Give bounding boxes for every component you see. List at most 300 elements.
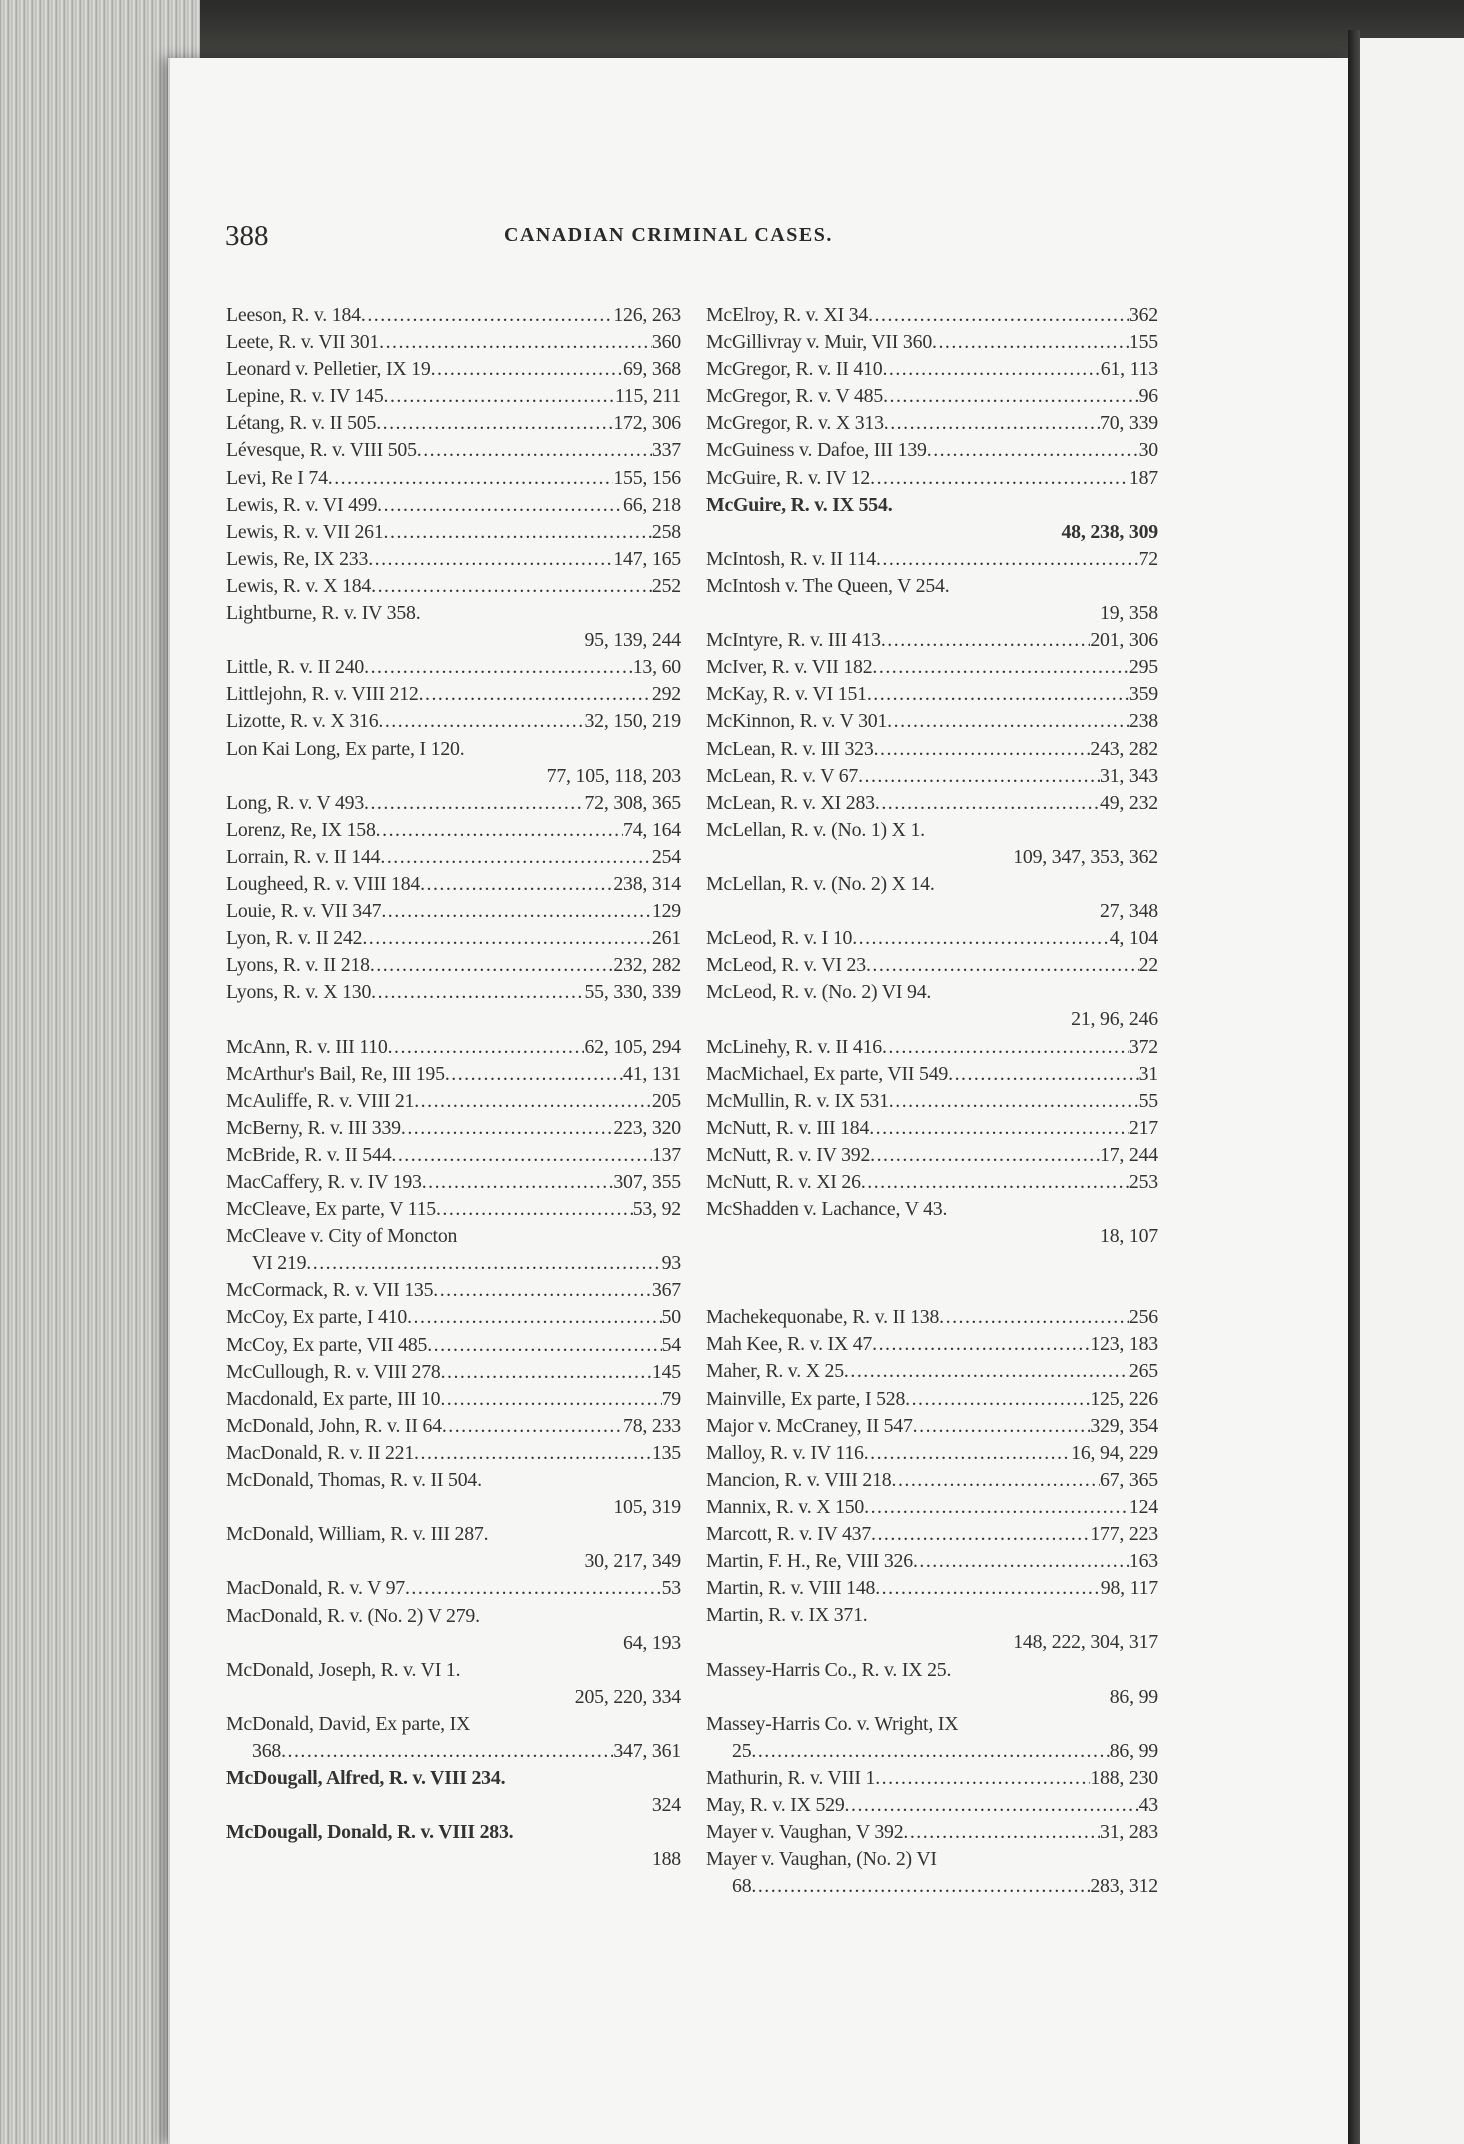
case-name: McAnn, R. v. III 110 xyxy=(226,1035,388,1058)
entry-page-references: 205, 220, 334 xyxy=(574,1685,681,1708)
leader-dots xyxy=(420,871,613,898)
page-references: 256 xyxy=(1128,1306,1158,1329)
leader-dots xyxy=(872,1331,1090,1358)
index-entry xyxy=(226,1440,681,1467)
leader-dots xyxy=(939,1304,1129,1331)
page-references: 66, 218 xyxy=(623,493,681,516)
leader-dots xyxy=(427,1332,661,1359)
case-name: 25 xyxy=(732,1739,752,1762)
case-name: McLean, R. v. XI 283 xyxy=(706,791,875,814)
leader-dots xyxy=(858,763,1100,790)
page-references: 367 xyxy=(651,1279,681,1302)
page-references: 295 xyxy=(1128,656,1158,679)
index-entry xyxy=(226,329,681,356)
leader-dots xyxy=(875,1765,1090,1792)
index-entry xyxy=(706,1521,1158,1548)
case-name: McNutt, R. v. IV 392 xyxy=(706,1143,871,1166)
case-name: Martin, F. H., Re, VIII 326 xyxy=(706,1550,913,1573)
case-name: Lyon, R. v. II 242 xyxy=(226,927,363,950)
leader-dots xyxy=(362,925,652,952)
page-references: 253 xyxy=(1128,1171,1158,1193)
case-name: McIver, R. v. VII 182 xyxy=(706,656,873,679)
page-references: 86, 99 xyxy=(1109,1739,1158,1762)
index-entry xyxy=(226,1359,681,1386)
page-references: 53 xyxy=(661,1577,681,1600)
index-entry xyxy=(226,573,681,600)
index-entry xyxy=(226,844,681,871)
case-name: McIntosh, R. v. II 114 xyxy=(706,547,876,570)
case-name: McGuire, R. v. IX 554. xyxy=(706,493,893,516)
case-name: McLeod, R. v. I 10 xyxy=(706,927,853,950)
leader-dots xyxy=(371,573,652,600)
page-references: 41, 131 xyxy=(623,1062,681,1085)
case-name: MacMichael, Ex parte, VII 549 xyxy=(706,1062,949,1085)
page-references: 4, 104 xyxy=(1109,927,1158,950)
case-name: Macdonald, Ex parte, III 10 xyxy=(226,1387,441,1410)
index-entry xyxy=(226,1765,681,1792)
case-name: Lewis, R. v. VI 499 xyxy=(226,493,378,516)
entry-page-references: 105, 319 xyxy=(613,1496,681,1519)
page-references: 147, 165 xyxy=(613,547,681,570)
leader-dots xyxy=(875,790,1100,817)
page-references: 265 xyxy=(1128,1360,1158,1383)
page-references: 54 xyxy=(661,1333,681,1356)
case-name: McShadden v. Lachance, V 43. xyxy=(706,1198,948,1221)
case-name: Mayer v. Vaughan, (No. 2) VI xyxy=(706,1848,937,1871)
page-references: 115, 211 xyxy=(614,385,681,408)
entry-page-references: 21, 96, 246 xyxy=(1071,1008,1158,1031)
index-entry xyxy=(226,708,681,735)
case-name: McElroy, R. v. XI 34 xyxy=(706,304,869,326)
page-references: 124 xyxy=(1128,1495,1158,1518)
entry-page-references: 324 xyxy=(651,1794,681,1817)
leader-dots xyxy=(281,1738,613,1765)
case-name: 368 xyxy=(252,1739,282,1762)
entry-page-references: 109, 347, 353, 362 xyxy=(1013,845,1158,868)
index-entry xyxy=(226,1061,681,1088)
page-references: 53, 92 xyxy=(632,1198,681,1221)
page-references: 31, 283 xyxy=(1100,1821,1158,1844)
case-name: 68 xyxy=(732,1875,752,1898)
entry-page-references: 77, 105, 118, 203 xyxy=(546,764,681,787)
leader-dots xyxy=(845,1792,1139,1819)
index-entry xyxy=(706,1358,1158,1385)
case-name: Leeson, R. v. 184 xyxy=(226,304,361,326)
leader-dots xyxy=(866,952,1139,979)
page-references: 30 xyxy=(1138,439,1158,462)
leader-dots xyxy=(882,1034,1129,1061)
index-entry xyxy=(706,573,1158,600)
index-entry xyxy=(706,1548,1158,1575)
index-entry xyxy=(226,1196,681,1223)
page-references: 31, 343 xyxy=(1100,764,1158,787)
index-entry xyxy=(226,1711,681,1738)
page-references: 188, 230 xyxy=(1090,1766,1158,1789)
case-name: McNutt, R. v. XI 26 xyxy=(706,1171,861,1193)
case-name: MacDonald, R. v. (No. 2) V 279. xyxy=(226,1604,480,1627)
case-name: McBride, R. v. II 544 xyxy=(226,1143,392,1166)
leader-dots xyxy=(440,1386,661,1413)
leader-dots xyxy=(377,492,623,519)
index-entry xyxy=(706,763,1158,790)
leader-dots xyxy=(751,1873,1090,1900)
index-entry xyxy=(226,1088,681,1115)
index-entry xyxy=(706,410,1158,437)
index-entry xyxy=(706,736,1158,763)
page-references: 17, 244 xyxy=(1100,1143,1158,1166)
case-name: Louie, R. v. VII 347 xyxy=(226,900,382,923)
section-gap xyxy=(706,1250,1158,1304)
index-entry xyxy=(226,817,681,844)
page-references: 205 xyxy=(651,1089,681,1112)
page-references: 145 xyxy=(651,1360,681,1383)
index-entry xyxy=(706,546,1158,573)
index-entry xyxy=(226,1657,681,1684)
leader-dots xyxy=(361,302,613,329)
leader-dots xyxy=(364,654,633,681)
page-references: 372 xyxy=(1128,1035,1158,1058)
case-name: McBerny, R. v. III 339 xyxy=(226,1116,401,1139)
entry-page-references: 188 xyxy=(651,1848,681,1871)
leader-dots xyxy=(306,1250,661,1277)
index-entry xyxy=(706,356,1158,383)
page-references: 32, 150, 219 xyxy=(584,710,681,733)
case-name: Lyons, R. v. II 218 xyxy=(226,954,370,977)
page-header xyxy=(225,220,1160,260)
leader-dots xyxy=(887,708,1129,735)
page-references: 74, 164 xyxy=(623,818,681,841)
page-references: 49, 232 xyxy=(1100,791,1158,814)
leader-dots xyxy=(948,1061,1138,1088)
page-references: 70, 339 xyxy=(1100,412,1158,435)
leader-dots xyxy=(903,1819,1100,1846)
index-entry xyxy=(226,1738,681,1765)
leader-dots xyxy=(875,1575,1101,1602)
leader-dots xyxy=(364,790,584,817)
case-name: Lon Kai Long, Ex parte, I 120. xyxy=(226,737,465,760)
index-entry xyxy=(706,1846,1158,1873)
case-name: McCoy, Ex parte, I 410 xyxy=(226,1306,408,1329)
page-references: 252 xyxy=(651,574,681,597)
page-references: 155 xyxy=(1128,331,1158,354)
leader-dots xyxy=(927,437,1139,464)
page-references: 238 xyxy=(1128,710,1158,733)
entry-page-references: 27, 348 xyxy=(1100,900,1158,923)
page-references: 129 xyxy=(651,900,681,923)
book-gutter xyxy=(1348,30,1360,2144)
index-entry xyxy=(706,1088,1158,1115)
page-references: 217 xyxy=(1128,1116,1158,1139)
page-references: 347, 361 xyxy=(613,1739,681,1762)
index-column-right xyxy=(706,302,1158,1900)
case-name: Maher, R. v. X 25 xyxy=(706,1360,844,1383)
case-name: McDonald, William, R. v. III 287. xyxy=(226,1523,489,1546)
leader-dots xyxy=(892,1467,1101,1494)
page-references: 31 xyxy=(1138,1062,1158,1085)
index-entry xyxy=(706,790,1158,817)
leader-dots xyxy=(884,410,1100,437)
leader-dots xyxy=(876,546,1139,573)
case-name: Lévesque, R. v. VIII 505 xyxy=(226,439,417,462)
index-entry xyxy=(226,871,681,898)
index-entry xyxy=(226,1304,681,1331)
page-references: 223, 320 xyxy=(613,1116,681,1139)
leader-dots xyxy=(417,437,652,464)
index-entry xyxy=(706,1575,1158,1602)
case-name: Mah Kee, R. v. IX 47 xyxy=(706,1333,873,1356)
case-name: McDonald, David, Ex parte, IX xyxy=(226,1712,471,1735)
page-references: 232, 282 xyxy=(613,954,681,977)
leader-dots xyxy=(407,1304,662,1331)
facing-page-edge xyxy=(1360,38,1464,2144)
page-references: 187 xyxy=(1128,466,1158,489)
index-entry xyxy=(226,1386,681,1413)
leader-dots xyxy=(436,1196,633,1223)
case-name: McIntyre, R. v. III 413 xyxy=(706,629,881,652)
page-references: 177, 223 xyxy=(1090,1523,1158,1546)
index-entry xyxy=(226,979,681,1006)
leader-dots xyxy=(414,1088,652,1115)
leader-dots xyxy=(433,1277,652,1304)
case-name: Lightburne, R. v. IV 358. xyxy=(226,602,421,625)
page-references: 22 xyxy=(1138,954,1158,977)
case-name: Levi, Re I 74 xyxy=(226,466,328,489)
case-name: Mannix, R. v. X 150 xyxy=(706,1495,865,1518)
index-entry xyxy=(706,817,1158,844)
index-entry xyxy=(706,329,1158,356)
leader-dots xyxy=(370,952,614,979)
leader-dots xyxy=(388,1034,585,1061)
leader-dots xyxy=(401,1115,613,1142)
index-entry xyxy=(226,383,681,410)
case-name: VI 219 xyxy=(252,1252,307,1275)
index-entry xyxy=(226,1034,681,1061)
case-name: McCormack, R. v. VII 135 xyxy=(226,1279,434,1302)
case-name: MacDonald, R. v. II 221 xyxy=(226,1441,415,1464)
leader-dots xyxy=(441,1359,652,1386)
leader-dots xyxy=(328,465,614,492)
case-name: McKay, R. v. VI 151 xyxy=(706,683,867,706)
index-entry xyxy=(706,465,1158,492)
case-name: Lepine, R. v. IV 145 xyxy=(226,385,384,408)
leader-dots xyxy=(882,356,1100,383)
case-name: McLinehy, R. v. II 416 xyxy=(706,1035,882,1058)
page-references: 126, 263 xyxy=(613,304,681,326)
index-entry xyxy=(706,1765,1158,1792)
page-references: 61, 113 xyxy=(1100,358,1158,381)
case-name: Little, R. v. II 240 xyxy=(226,656,365,679)
page-references: 43 xyxy=(1138,1793,1158,1816)
case-name: MacDonald, R. v. V 97 xyxy=(226,1577,405,1600)
index-entry xyxy=(226,790,681,817)
leader-dots xyxy=(870,1142,1100,1169)
page-references: 123, 183 xyxy=(1090,1333,1158,1356)
leader-dots xyxy=(379,329,652,356)
page-references: 172, 306 xyxy=(613,412,681,435)
case-name: McKinnon, R. v. V 301 xyxy=(706,710,888,733)
index-entry xyxy=(706,681,1158,708)
leader-dots xyxy=(861,1169,1129,1196)
index-entry xyxy=(706,1304,1158,1331)
index-entry xyxy=(706,437,1158,464)
leader-dots xyxy=(869,1115,1129,1142)
index-entry xyxy=(706,1792,1158,1819)
index-entry xyxy=(706,1819,1158,1846)
case-name: McGregor, R. v. X 313 xyxy=(706,412,884,435)
case-name: McAuliffe, R. v. VIII 21 xyxy=(226,1089,415,1112)
case-name: Lewis, R. v. VII 261 xyxy=(226,520,384,543)
leader-dots xyxy=(913,1413,1091,1440)
index-entry xyxy=(226,1603,681,1630)
page-references: 283, 312 xyxy=(1090,1875,1158,1898)
page-references: 329, 354 xyxy=(1090,1414,1158,1437)
page-references: 337 xyxy=(651,439,681,462)
leader-dots xyxy=(371,979,584,1006)
case-name: Lizotte, R. v. X 316 xyxy=(226,710,379,733)
case-name: McCleave, Ex parte, V 115 xyxy=(226,1198,436,1221)
leader-dots xyxy=(932,329,1129,356)
index-entry xyxy=(706,871,1158,898)
index-entry xyxy=(226,1332,681,1359)
leader-dots xyxy=(376,817,623,844)
leader-dots xyxy=(431,356,623,383)
case-name: McLellan, R. v. (No. 2) X 14. xyxy=(706,872,935,895)
index-entry xyxy=(226,925,681,952)
page-references: 258 xyxy=(651,520,681,543)
page-references: 163 xyxy=(1128,1550,1158,1573)
case-name: Massey-Harris Co. v. Wright, IX xyxy=(706,1712,959,1735)
page-references: 55, 330, 339 xyxy=(584,981,681,1004)
case-name: Martin, R. v. IX 371. xyxy=(706,1604,868,1627)
leader-dots xyxy=(870,465,1129,492)
case-name: McCullough, R. v. VIII 278 xyxy=(226,1360,441,1383)
page-references: 292 xyxy=(651,683,681,706)
index-entry xyxy=(706,1034,1158,1061)
page-references: 201, 306 xyxy=(1090,629,1158,652)
leader-dots xyxy=(852,925,1110,952)
page-references: 135 xyxy=(651,1441,681,1464)
index-entry xyxy=(706,1738,1158,1765)
index-entry xyxy=(226,600,681,627)
page-references: 72 xyxy=(1138,547,1158,570)
case-name: Malloy, R. v. IV 116 xyxy=(706,1441,864,1464)
index-entry xyxy=(226,681,681,708)
case-name: McGillivray v. Muir, VII 360 xyxy=(706,331,933,354)
leader-dots xyxy=(422,1169,614,1196)
index-entry xyxy=(226,1142,681,1169)
index-entry xyxy=(706,1196,1158,1223)
leader-dots xyxy=(445,1061,623,1088)
case-name: McCoy, Ex parte, VII 485 xyxy=(226,1333,428,1356)
leader-dots xyxy=(378,708,584,735)
leader-dots xyxy=(864,1440,1071,1467)
case-name: McGregor, R. v. V 485 xyxy=(706,385,884,408)
entry-page-references: 95, 139, 244 xyxy=(584,629,681,652)
index-entry xyxy=(226,1115,681,1142)
leader-dots xyxy=(419,681,652,708)
index-entry xyxy=(226,492,681,519)
index-column-left xyxy=(226,302,681,1873)
case-name: Marcott, R. v. IV 437 xyxy=(706,1523,872,1546)
case-name: Machekequonabe, R. v. II 138 xyxy=(706,1306,940,1329)
case-name: Littlejohn, R. v. VIII 212 xyxy=(226,683,419,706)
case-name: MacCaffery, R. v. IV 193 xyxy=(226,1171,422,1193)
index-entry xyxy=(706,654,1158,681)
entry-page-references: 86, 99 xyxy=(1109,1685,1158,1708)
case-name: May, R. v. IX 529 xyxy=(706,1793,845,1816)
index-entry xyxy=(706,1711,1158,1738)
leader-dots xyxy=(751,1738,1109,1765)
leader-dots xyxy=(874,736,1091,763)
case-name: McNutt, R. v. III 184 xyxy=(706,1116,870,1139)
leader-dots xyxy=(881,627,1091,654)
case-name: Létang, R. v. II 505 xyxy=(226,412,377,435)
case-name: Lewis, Re, IX 233 xyxy=(226,547,369,570)
page-number: 388 xyxy=(225,220,269,252)
case-name: McDougall, Alfred, R. v. VIII 234. xyxy=(226,1767,506,1790)
leader-dots xyxy=(864,1494,1129,1521)
page-references: 254 xyxy=(651,845,681,868)
case-name: Martin, R. v. VIII 148 xyxy=(706,1577,876,1600)
leader-dots xyxy=(414,1440,652,1467)
index-entry xyxy=(226,1250,681,1277)
case-name: McDougall, Donald, R. v. VIII 283. xyxy=(226,1821,514,1844)
index-entry xyxy=(226,1521,681,1548)
index-entry xyxy=(226,1413,681,1440)
case-name: McArthur's Bail, Re, III 195 xyxy=(226,1062,445,1085)
index-entry xyxy=(706,1440,1158,1467)
entry-page-references: 30, 217, 349 xyxy=(584,1550,681,1573)
page-references: 55 xyxy=(1138,1089,1158,1112)
page-references: 79 xyxy=(661,1387,681,1410)
case-name: Massey-Harris Co., R. v. IX 25. xyxy=(706,1658,952,1681)
index-entry xyxy=(706,1386,1158,1413)
page-references: 98, 117 xyxy=(1100,1577,1158,1600)
section-gap xyxy=(226,1006,681,1033)
case-name: Leonard v. Pelletier, IX 19 xyxy=(226,358,431,381)
case-name: McGregor, R. v. II 410 xyxy=(706,358,883,381)
leader-dots xyxy=(442,1413,623,1440)
entry-page-references: 48, 238, 309 xyxy=(1061,520,1158,543)
case-name: Mayer v. Vaughan, V 392 xyxy=(706,1821,904,1844)
case-name: McMullin, R. v. IX 531 xyxy=(706,1089,889,1112)
index-entry xyxy=(706,1061,1158,1088)
page-references: 50 xyxy=(661,1306,681,1329)
leader-dots xyxy=(913,1548,1129,1575)
index-entry xyxy=(706,1494,1158,1521)
index-entry xyxy=(226,1277,681,1304)
case-name: Lewis, R. v. X 184 xyxy=(226,574,372,597)
case-name: McGuiness v. Dafoe, III 139 xyxy=(706,439,927,462)
leader-dots xyxy=(384,519,652,546)
case-name: Lougheed, R. v. VIII 184 xyxy=(226,872,421,895)
leader-dots xyxy=(391,1142,652,1169)
index-entry xyxy=(226,546,681,573)
case-name: Lorenz, Re, IX 158 xyxy=(226,818,376,841)
case-name: Mathurin, R. v. VIII 1 xyxy=(706,1766,876,1789)
case-name: McDonald, John, R. v. II 64 xyxy=(226,1414,442,1437)
index-entry xyxy=(706,1873,1158,1900)
page-references: 243, 282 xyxy=(1090,737,1158,760)
page-references: 359 xyxy=(1128,683,1158,706)
case-name: Lorrain, R. v. II 144 xyxy=(226,845,381,868)
page-references: 16, 94, 229 xyxy=(1071,1441,1158,1464)
index-entry xyxy=(226,356,681,383)
entry-page-references: 18, 107 xyxy=(1100,1225,1158,1248)
entry-page-references: 148, 222, 304, 317 xyxy=(1013,1631,1158,1654)
case-name: Leete, R. v. VII 301 xyxy=(226,331,380,354)
page-references: 69, 368 xyxy=(623,358,681,381)
